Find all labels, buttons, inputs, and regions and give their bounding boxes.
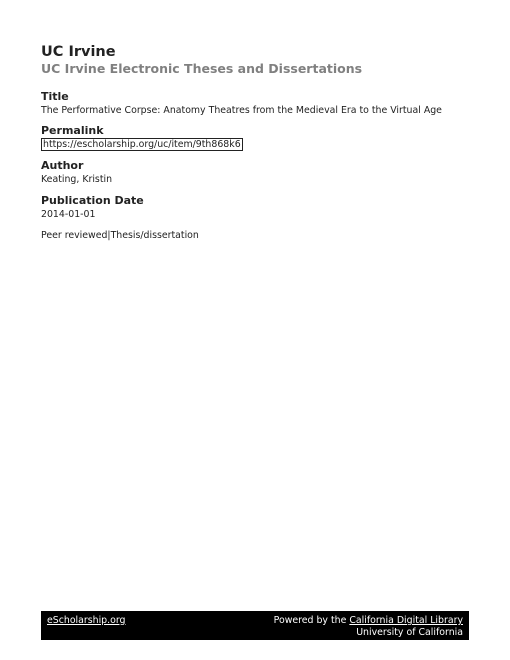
peer-review-status: Peer reviewed|Thesis/dissertation <box>41 230 199 241</box>
campus-name: UC Irvine <box>41 44 116 60</box>
title-label: Title <box>41 90 69 103</box>
title-value: The Performative Corpse: Anatomy Theatres from the Medieval Era to the Virtual Age <box>41 105 442 116</box>
powered-by-text: Powered by the <box>273 615 350 626</box>
cdl-link[interactable]: California Digital Library <box>349 615 463 626</box>
author-label: Author <box>41 159 84 172</box>
escholarship-link[interactable]: eScholarship.org <box>47 615 126 626</box>
powered-by-line <box>274 615 463 626</box>
permalink-label: Permalink <box>41 124 104 137</box>
university-name: University of California <box>356 627 463 638</box>
footer-bar <box>41 611 469 640</box>
permalink-link[interactable]: https://escholarship.org/uc/item/9th868k6 <box>43 139 241 150</box>
series-name: UC Irvine Electronic Theses and Dissertations <box>41 61 363 76</box>
author-value: Keating, Kristin <box>41 174 113 185</box>
publication-date-value: 2014-01-01 <box>41 209 96 220</box>
publication-date-label: Publication Date <box>41 194 144 207</box>
